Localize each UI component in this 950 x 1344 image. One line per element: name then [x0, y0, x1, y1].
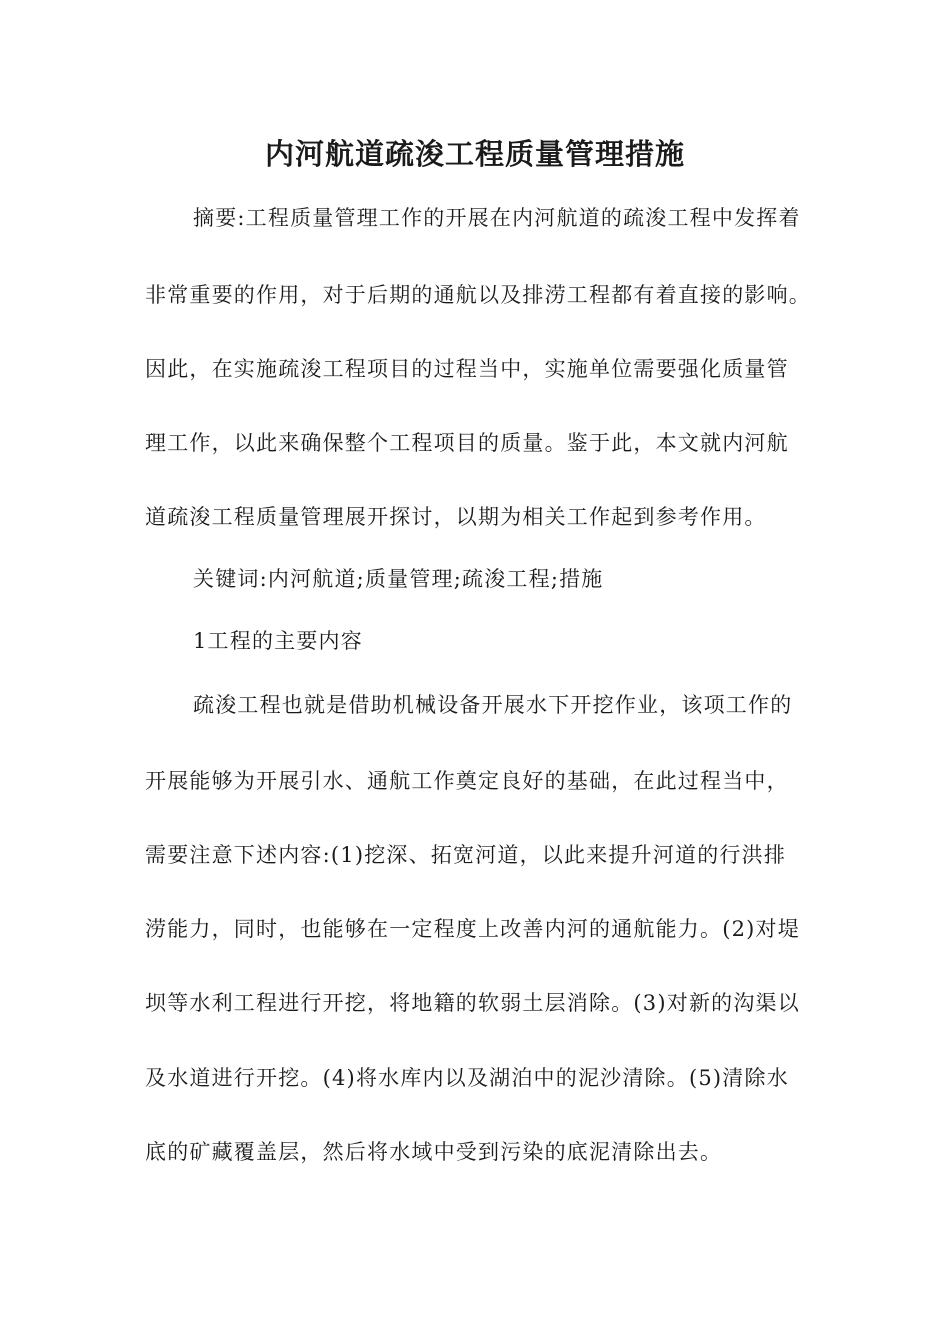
abstract-line: 因此，在实施疏浚工程项目的过程当中，实施单位需要强化质量管 [145, 357, 789, 381]
document-title: 内河航道疏浚工程质量管理措施 [264, 137, 685, 171]
abstract-line: 摘要:工程质量管理工作的开展在内河航道的疏浚工程中发挥着 [193, 206, 801, 230]
body-line: 开展能够为开展引水、通航工作奠定良好的基础，在此过程当中， [145, 769, 789, 793]
body-line: 及水道进行开挖。(4)将水库内以及湖泊中的泥沙清除。(5)清除水 [145, 1066, 789, 1090]
abstract-line: 理工作，以此来确保整个工程项目的质量。鉴于此，本文就内河航 [145, 431, 789, 455]
section-heading: 1工程的主要内容 [193, 629, 363, 653]
body-line: 底的矿藏覆盖层，然后将水域中受到污染的底泥清除出去。 [145, 1140, 723, 1164]
abstract-line: 道疏浚工程质量管理展开探讨，以期为相关工作起到参考作用。 [145, 505, 767, 529]
keywords-line: 关键词:内河航道;质量管理;疏浚工程;措施 [193, 567, 604, 591]
body-line: 疏浚工程也就是借助机械设备开展水下开挖作业，该项工作的 [193, 693, 793, 717]
body-line: 涝能力，同时，也能够在一定程度上改善内河的通航能力。(2)对堤 [145, 917, 800, 941]
body-line: 坝等水利工程进行开挖，将地籍的软弱土层消除。(3)对新的沟渠以 [145, 991, 800, 1015]
body-line: 需要注意下述内容:(1)挖深、拓宽河道，以此来提升河道的行洪排 [145, 843, 787, 867]
abstract-line: 非常重要的作用，对于后期的通航以及排涝工程都有着直接的影响。 [145, 283, 811, 307]
